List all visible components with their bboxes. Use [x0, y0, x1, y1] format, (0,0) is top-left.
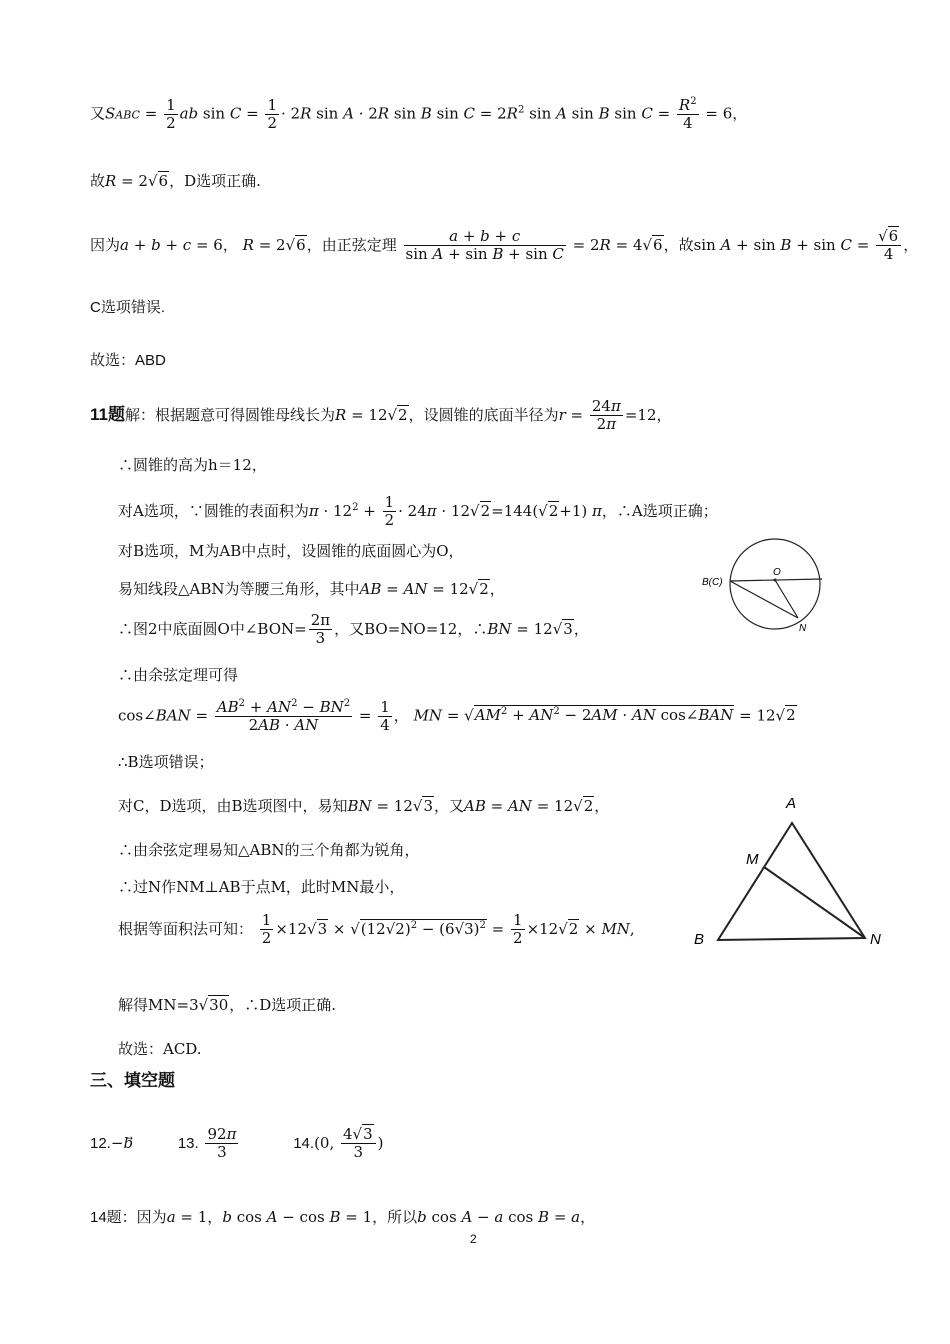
- text: ，故: [663, 235, 694, 254]
- text: 14题：因为: [90, 1209, 167, 1226]
- text: ，: [207, 1208, 223, 1226]
- center-point: [774, 579, 777, 582]
- q11-line5: ∴图2中底面圆O中∠BON= $\frac{2\pi}{3}$ ，又BO=NO=12，∴BN = 12√3，: [118, 611, 589, 648]
- q11-line9: 对C，D选项，由B选项图中，易知BN = 12√3，又AB = AN = 12√2，: [118, 797, 610, 815]
- q11-line13: 解得MN=3√30，∴D选项正确.: [118, 996, 337, 1014]
- label-n: N: [799, 623, 807, 634]
- q11-line3: 对B选项，M为AB中点时，设圆锥的底面圆心为O，: [118, 542, 464, 560]
- triangle-figure: [690, 790, 900, 960]
- q11-line4: 易知线段△ABN为等腰三角形，其中AB = AN = 12√2，: [118, 580, 505, 598]
- text: ，∴D选项正确.: [229, 996, 337, 1014]
- q11-area-equation: 根据等面积法可知： $\frac{1}{2}$ $\times 12√3 \times √(12√2)^2 - (6√3)^2$ = $\frac{1}{2}$ ×12√2 × MN,: [118, 911, 635, 948]
- text: ∴图2中底面圆O中∠BON=: [118, 619, 307, 638]
- line-answer-10: 故选：ABD: [90, 352, 166, 369]
- text: ，又BO=NO=12，∴: [334, 619, 488, 638]
- text: 13.: [177, 1134, 199, 1152]
- q11-line8: ∴B选项错误；: [118, 753, 214, 771]
- line-r-value: 故R = 2√6，D选项正确.: [90, 172, 261, 190]
- text: 12.: [90, 1134, 111, 1152]
- text: 对A选项，∵圆锥的表面积为: [118, 501, 309, 520]
- line-area-formula: 又SABC = $\frac{1}{2}$ ab sin C = $\frac{1}{2}$ · 2R sin A · 2R sin B $\sin C = 2R^2$ sin A sin B sin C = $\frac{R^2}{4}$ = 6，: [90, 95, 748, 133]
- answers-row: 12.−b⃗ 13. $\frac{92\pi}{3}$ 14.(0, $\frac{4√3}{3}$ ): [90, 1125, 384, 1162]
- label-b: B(C): [702, 577, 723, 588]
- q11-line11: ∴过N作NM⊥AB于点M，此时MN最小，: [118, 878, 405, 896]
- text: 解：根据题意可得圆锥母线长为: [124, 405, 335, 424]
- q11-line2: 对A选项，∵圆锥的表面积为$\pi \cdot 12^2$ + $\frac{1}{2}$ · 24π · 12√2=144(√2+1) π，∴A选项正确；: [118, 493, 718, 530]
- text: ，: [732, 104, 748, 123]
- text: ，由正弦定理: [306, 235, 397, 254]
- text: ，D选项正确.: [169, 172, 261, 190]
- segment-mn: [764, 867, 865, 938]
- q11-intro: 11题解：根据题意可得圆锥母线长为R = 12√2，设圆锥的底面半径为r = $\frac{24\pi}{2\pi}$ =12，: [90, 397, 672, 434]
- text: ，所以: [372, 1208, 418, 1226]
- line-sine-law: 因为a + b + c = 6， R = 2√6，由正弦定理 $\frac{a + b + c}{\text{sin A + sin B + sin C}}$ = 2R = 4√6，故sin A + sin B + sin C = $\frac{√6}{4}$ ，: [90, 227, 919, 264]
- text: ，: [903, 235, 919, 254]
- label-n2: N: [870, 931, 881, 948]
- q11-line1: ∴圆锥的高为h＝12，: [118, 456, 267, 474]
- text: 因为: [90, 235, 121, 254]
- text: 故: [90, 172, 106, 190]
- line-c-wrong: C选项错误.: [90, 299, 166, 316]
- text: 易知线段△ABN为等腰三角形，其中: [118, 580, 360, 598]
- q11-cosine-formula: cos∠BAN = $\frac{AB^2 + AN^2 - BN^2}{2AB \cdot AN}$ = $\frac{1}{4}$ ， MN = $√AM^2 + AN^2 - 2AM$ · AN cos∠BAN = 12√2: [118, 697, 796, 735]
- circle-figure: [700, 533, 830, 643]
- section-heading: 三、填空题: [90, 1071, 175, 1090]
- text: 对C，D选项，由B选项图中，易知: [118, 797, 348, 815]
- text: ，: [580, 1208, 596, 1226]
- q11-line6: ∴由余弦定理可得: [118, 666, 239, 684]
- text: ，∴A选项正确；: [601, 501, 718, 520]
- q11-line10: ∴由余弦定理易知△ABN的三个角都为锐角，: [118, 841, 420, 859]
- text: 14.: [293, 1134, 315, 1152]
- q11-line14: 故选：ACD.: [118, 1040, 202, 1058]
- label-m: M: [746, 851, 759, 868]
- text: 解得MN=: [118, 996, 190, 1014]
- q14-line: 14题：因为a = 1，b cos A − cos B = 1，所以b cos A − a cos B = a，: [90, 1208, 596, 1226]
- text: ，设圆锥的底面半径为: [408, 405, 559, 424]
- text: 又: [90, 104, 106, 123]
- label-a: A: [786, 795, 797, 812]
- text: 根据等面积法可知：: [118, 919, 254, 938]
- page-number: 2: [470, 1232, 477, 1246]
- base-circle: [730, 539, 820, 629]
- q11-label: 11题: [90, 404, 125, 424]
- label-b2: B: [694, 931, 705, 948]
- label-o: O: [773, 567, 781, 578]
- text: ，又: [433, 797, 464, 815]
- text: ，: [222, 235, 238, 254]
